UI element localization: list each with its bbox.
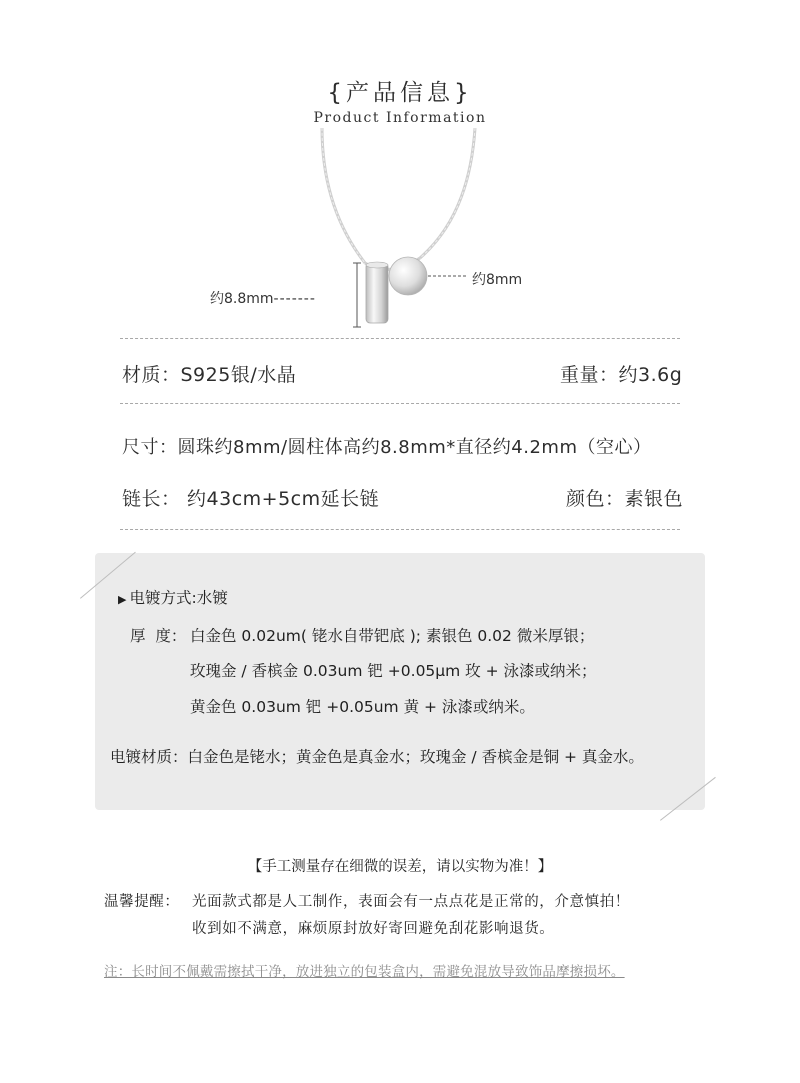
thickness-label: 厚 度： <box>130 627 187 645</box>
divider <box>120 403 680 404</box>
thickness-line-1: 白金色 0.02um( 铑水自带钯底 ); 素银色 0.02 微米厚银； <box>190 627 595 645</box>
care-footnote: 注：长时间不佩戴需擦拭干净，放进独立的包装盒内，需避免混放导致饰品摩擦损坏。 <box>104 964 625 980</box>
plating-material-note: 电镀材质：白金色是铑水；黄金色是真金水；玫瑰金 / 香槟金是铜 + 真金水。 <box>110 748 644 766</box>
height-dimension-label: 约8.8mm------- <box>210 291 316 307</box>
chain-length-spec: 链长： 约43cm+5cm延长链 <box>122 488 380 510</box>
weight-spec: 重量：约3.6g <box>560 364 683 386</box>
page-subtitle: Product Information <box>313 110 487 126</box>
divider <box>120 529 680 530</box>
tip-line-1: 光面款式都是人工制作，表面会有一点点花是正常的，介意慎拍！ <box>192 894 630 910</box>
material-spec: 材质：S925银/水晶 <box>122 364 297 386</box>
thickness-line-2: 玫瑰金 / 香槟金 0.03um 钯 +0.05μm 玫 + 泳漆或纳米； <box>190 662 597 680</box>
tip-label: 温馨提醒： <box>104 894 180 910</box>
page-title: {产品信息} <box>327 80 473 106</box>
necklace-image <box>300 128 500 340</box>
plating-method: ▶ 电镀方式:水镀 <box>118 589 228 607</box>
thickness-line-3: 黄金色 0.03um 钯 +0.05um 黄 + 泳漆或纳米。 <box>190 698 535 716</box>
size-spec: 尺寸：圆珠约8mm/圆柱体高约8.8mm*直径约4.2mm（空心） <box>122 437 652 458</box>
measurement-note: 【手工测量存在细微的误差，请以实物为准！】 <box>247 859 553 875</box>
color-spec: 颜色：素银色 <box>566 488 684 510</box>
bead-dimension-label: 约8mm <box>472 272 523 288</box>
divider <box>120 338 680 339</box>
tip-line-2: 收到如不满意，麻烦原封放好寄回避免刮花影响退货。 <box>192 921 555 937</box>
triangle-bullet-icon: ▶ <box>118 593 127 606</box>
